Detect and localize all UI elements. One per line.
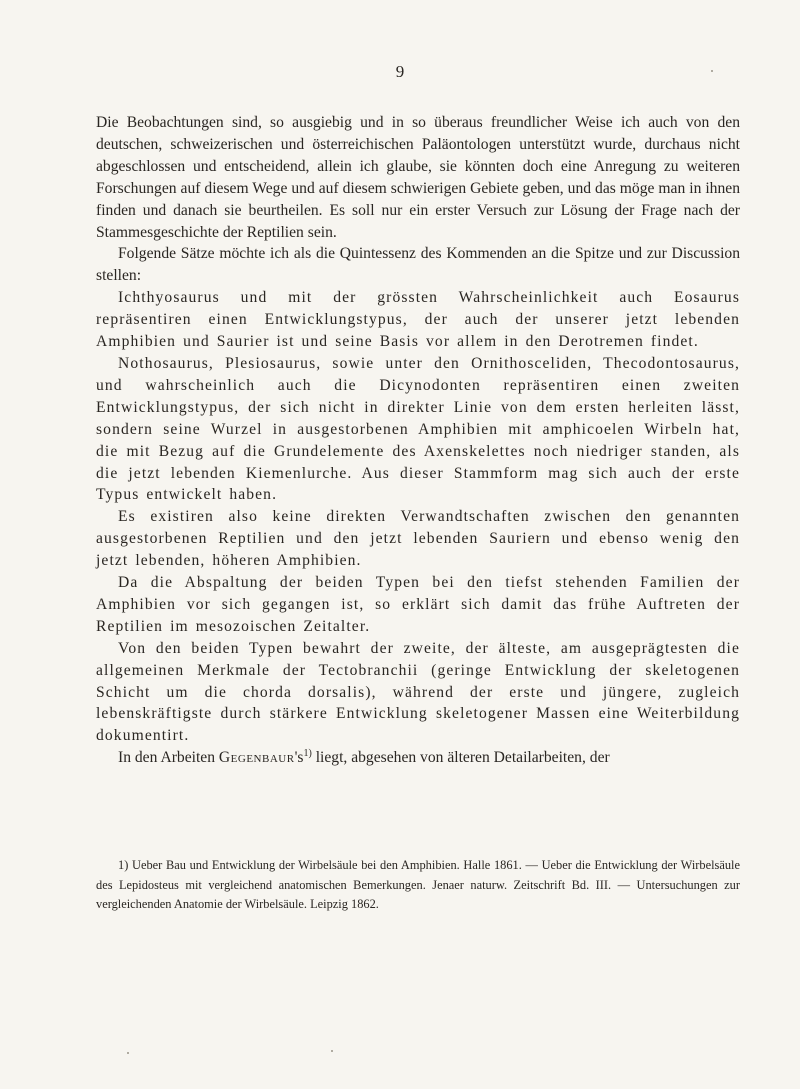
paragraph-gegenbaur [96,747,740,769]
page-number: 9 [395,62,405,81]
thesis-no-relationship: Es existiren also keine direkten Verwandtschaften zwischen den genannten ausgestorbenen Reptilien und den jetzt lebenden Sauriern und ebenso wenig den jetzt lebenden, höheren Amphibien. [96,508,740,570]
thesis-early-appearance: Da die Abspaltung der beiden Typen bei den tiefst stehenden Familien der Amphibien vor sich gegangen ist, so erklärt sich damit das frühe Auftreten der Reptilien im mesozoischen Zeitalter. [96,574,740,635]
footnote-mark: 1) [118,858,129,872]
gegenbaur-trailing-text: liegt, abgesehen von älteren Detailarbeiten, der [315,749,610,767]
gegenbaur-lead-text: In den Arbeiten [118,749,215,767]
footnote-reference: 1) [303,748,312,760]
paragraph-observations: Die Beobachtungen sind, so ausgiebig und in so überaus freundlicher Weise ich auch von den deutschen, schweizerischen und österreichischen Paläontologen unterstützt wurde, durchaus nicht abgeschlossen und entscheidend, allein ich glaube, sie könnten doch eine Anregung zu weiteren Forschungen auf diesem Wege und auf diesem schwierigen Gebiete geben, und das möge man in ihnen finden und danach sie beurtheilen. Es soll nur ein erster Versuch zur Lösung der Frage nach der Stammesgeschichte der Reptilien sein. [96,114,740,241]
paper-speck [711,70,713,72]
body-text [96,112,740,769]
thesis-second-type: Nothosaurus, Plesiosaurus, sowie unter den Ornithosceliden, Thecodontosaurus, und wahrscheinlich auch die Dicynodonten repräsentiren einen zweiten Entwicklungstypus, der sich nicht in direkter Linie von dem ersten herleiten lässt, sondern seine Wurzel in ausgestorbenen Amphibien mit amphicoelen Wirbeln hat, die mit Bezug auf die Grundelemente des Axenskelettes noch niedriger standen, als die jetzt lebenden Kiemenlurche. Aus dieser Stammform mag sich auch der erste Typus entwickelt haben. [96,354,740,504]
footnote [96,856,740,915]
thesis-type-comparison: Von den beiden Typen bewahrt der zweite, der älteste, am ausgeprägtesten die allgemeinen Merkmale der Tectobranchii (geringe Entwicklung der skeletogenen Schicht um die chorda dorsalis), während der erste und jüngere, zugleich lebenskräftigste durch stärkere Entwicklung skeletogener Massen eine Weiterbildung dokumentirt. [96,639,740,745]
footnote-reference-number: 1 [303,748,309,760]
thesis-first-type: Ichthyosaurus und mit der grössten Wahrscheinlichkeit auch Eosaurus repräsentiren einen Entwicklungstypus, der auch der unserer jetzt lebenden Amphibien und Saurier ist und seine Basis vor allem in den Derotremen findet. [96,289,740,351]
paper-speck [331,1050,333,1052]
paragraph-theses-intro: Folgende Sätze möchte ich als die Quintessenz des Kommenden an die Spitze und zur Discussion stellen: [96,245,740,285]
author-possessive: 's [294,749,304,767]
footnote-section [96,856,740,915]
footnote-text: Ueber Bau und Entwicklung der Wirbelsäule bei den Amphibien. Halle 1861. — Ueber die Entwicklung der Wirbelsäule des Lepidosteus mit vergleichend anatomischen Bemerkungen. Jenaer naturw. Zeitschrift Bd. III. — Untersuchungen zur vergleichenden Anatomie der Wirbelsäule. Leipzig 1862. [96,858,740,912]
paper-speck [127,1052,129,1054]
author-name: Gegenbaur [218,749,295,767]
